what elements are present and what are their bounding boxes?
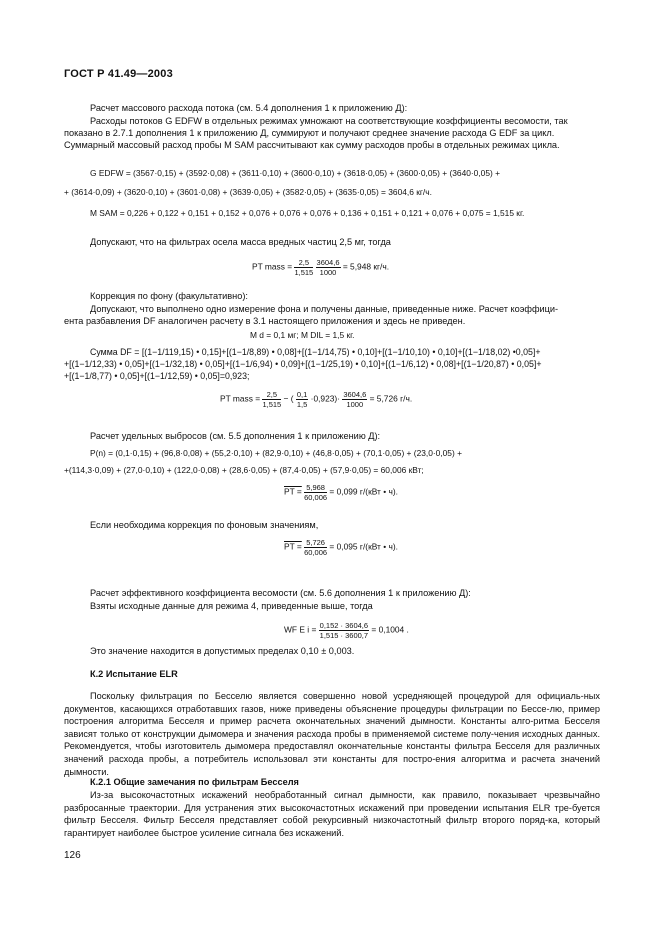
fraction-numerator: 0,152 · 3604,6 xyxy=(319,621,369,630)
text-line: Допускают, что на фильтрах осела масса вредных частиц 2,5 мг, тогда xyxy=(90,237,391,247)
subsection-heading: К.2.1 Общие замечания по фильтрам Бесселя xyxy=(90,777,299,787)
formula-md-mdil: M d = 0,1 мг; M DIL = 1,5 кг. xyxy=(250,330,355,340)
text-line: Расходы потоков G EDFW в отдельных режимах умножают на соответствующие коэффициенты весомости, так xyxy=(90,116,568,126)
text-line: Взяты исходные данные для режима 4, приведенные выше, тогда xyxy=(90,601,373,611)
text-line: Если необходима коррекция по фоновым значениям, xyxy=(90,520,319,530)
formula-rhs: = 0,099 г/(кВт • ч). xyxy=(329,486,398,497)
fraction-denominator: 1,515 · 3600,7 xyxy=(319,631,369,640)
fraction-denominator: 1000 xyxy=(319,268,337,277)
formula-operator: ·0,923)· xyxy=(310,393,340,404)
formula-rhs: = 0,1004 . xyxy=(371,624,409,635)
fraction-denominator: 1000 xyxy=(346,400,364,409)
fraction-denominator: 1,515 xyxy=(262,400,282,409)
text-line: +[(1−1/8,77) • 0,05]+[(1−1/12,59) • 0,05]=0,923; xyxy=(64,371,250,381)
text-line: Это значение находится в допустимых пределах 0,10 ± 0,003. xyxy=(90,646,355,656)
text-line: показано в 2.7.1 дополнения 1 к приложению Д, суммируют и получают среднее значение расхода G EDF за цикл. xyxy=(64,128,555,138)
formula-lhs: WF E i = xyxy=(284,624,317,635)
formula-specific-emission xyxy=(284,483,398,502)
formula-rhs: = 5,726 г/ч. xyxy=(369,393,413,404)
fraction-numerator: 5,726 xyxy=(304,538,327,548)
formula-operator: − ( xyxy=(283,393,294,404)
text-line: Расчет массового расхода потока (см. 5.4 дополнения 1 к приложению Д): xyxy=(90,103,408,113)
formula-gedfw: G EDFW = (3567·0,15) + (3592·0,08) + (3611·0,10) + (3600·0,10) + (3618·0,05) + (3600·0,05) + (3640·0,05) + xyxy=(90,168,500,178)
formula-lhs: PT = xyxy=(284,541,302,552)
fraction-numerator: 2,5 xyxy=(262,390,281,400)
text-line: Допускают, что выполнено одно измерение фона и получены данные, приведенные ниже. Расчет коэффици- xyxy=(90,304,559,314)
formula-lhs: PT mass = xyxy=(220,393,261,404)
formula-specific-emission-corrected xyxy=(284,538,398,557)
fraction-numerator: 2,5 xyxy=(294,258,313,268)
formula-rhs: = 5,948 кг/ч. xyxy=(342,261,390,272)
text-line: Коррекция по фону (факультативно): xyxy=(90,291,248,301)
fraction-denominator: 60,006 xyxy=(304,548,328,557)
section-heading: К.2 Испытание ELR xyxy=(90,669,178,679)
formula-lhs: PT = xyxy=(284,486,302,497)
paragraph: Поскольку фильтрация по Бесселю является совершенно новой усредняющей процедурой для официаль-ных документов, касающихся отработавших газов, ниже приведены объяснение процедуры фильтрации по Бессе-лю, пример построения алгоритма Бесселя и пример расчета окончательных значений дымности. Константы алго-ритма Бесселя зависят только от конструкции дымомера и значения расхода пробы в применяемой системе полу-чения исходных данных. Рекомендуется, чтобы изготовитель дымомера предоставлял окончательные константы фильтра Бесселя для различных значений расхода пробы, а потребитель использовал эти константы для постро-ения алгоритма и расчета значений дымности. xyxy=(64,691,600,777)
formula-gedfw-cont: + (3614·0,09) + (3620·0,10) + (3601·0,08) + (3639·0,05) + (3582·0,05) + (3635·0,05) = 3604,6 кг/ч. xyxy=(64,187,432,197)
formula-pt-mass xyxy=(252,258,389,277)
fraction-numerator: 5,968 xyxy=(304,483,327,493)
fraction-numerator: 3604,6 xyxy=(343,390,367,399)
formula-msam: M SAM = 0,226 + 0,122 + 0,151 + 0,152 + 0,076 + 0,076 + 0,076 + 0,136 + 0,151 + 0,121 + 0,076 + 0,075 = 1,515 кг. xyxy=(90,208,525,218)
paragraph: Из-за высокочастотных искажений необработанный сигнал дымности, как правило, показывает чрезвычайно разбросанные траектории. Для устранения этих высокочастотных искажений при проведении испытания ELR тре-буется фильтр Бесселя. Фильтр Бесселя представляет собой рекурсивный низкочастотный фильтр второго поряд-ка, который гарантирует наиболее быстрое усиление сигнала без искажений. xyxy=(64,790,600,838)
page-number: 126 xyxy=(64,850,81,861)
text-line: ента разбавления DF аналогичен расчету в 3.1 настоящего приложения и здесь не приведен. xyxy=(64,316,466,326)
fraction-denominator: 1,515 xyxy=(294,268,314,277)
formula-rhs: = 0,095 г/(кВт • ч). xyxy=(329,541,398,552)
formula-power: P(n) = (0,1·0,15) + (96,8·0,08) + (55,2·0,10) + (82,9·0,10) + (46,8·0,05) + (70,1·0,05) + (23,0·0,05) + xyxy=(90,448,462,458)
text-line: +[(1−1/12,33) • 0,05]+[(1−1/32,18) • 0,05]+[(1−1/6,94) • 0,09]+[(1−1/25,19) • 0,10]+[(1−1/6,12) • 0,08]+[(1−1/20,87) • 0,05]+ xyxy=(64,359,542,369)
text-line: Суммарный массовый расход пробы M SAM рассчитывают как сумму расходов пробы в отдельных режимах цикла. xyxy=(64,140,560,150)
fraction-numerator: 3604,6 xyxy=(316,258,340,267)
formula-power-cont: +(114,3·0,09) + (27,0·0,10) + (122,0·0,08) + (28,6·0,05) + (87,4·0,05) + (57,9·0,05) = 60,006 кВт; xyxy=(64,465,424,475)
formula-lhs: PT mass = xyxy=(252,261,293,272)
formula-pt-mass-corrected xyxy=(220,390,412,409)
text-line: Расчет эффективного коэффициента весомости (см. 5.6 дополнения 1 к приложению Д): xyxy=(90,588,471,598)
text-line: Расчет удельных выбросов (см. 5.5 дополнения 1 к приложению Д): xyxy=(90,431,381,441)
document-header: ГОСТ Р 41.49—2003 xyxy=(64,68,173,80)
fraction-numerator: 0,1 xyxy=(296,390,308,399)
fraction-denominator: 1,5 xyxy=(296,400,308,409)
text-line: Сумма DF = [(1−1/119,15) • 0,15]+[(1−1/8,89) • 0,08]+[(1−1/14,75) • 0,10]+[(1−1/10,10) • 0,10]+[(1−1/18,02) •0,05]+ xyxy=(90,347,541,357)
formula-weighting-factor xyxy=(284,621,409,640)
fraction-denominator: 60,006 xyxy=(304,493,328,502)
